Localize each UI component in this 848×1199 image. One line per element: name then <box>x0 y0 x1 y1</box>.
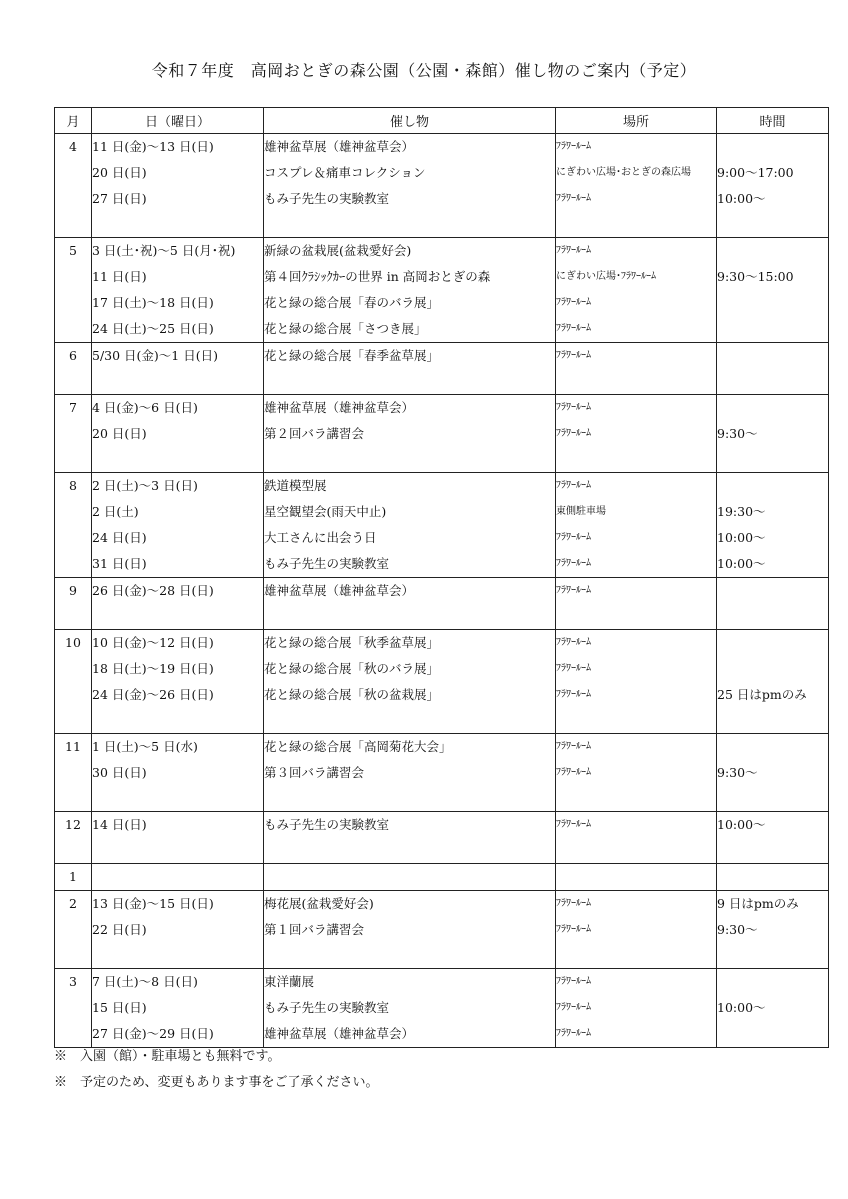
time-text: 10:00～ <box>717 556 766 571</box>
place-text: ﾌﾗﾜｰﾙｰﾑ <box>556 428 591 439</box>
place-text: ﾌﾗﾜｰﾙｰﾑ <box>556 585 591 596</box>
event-text: 梅花展(盆栽愛好会) <box>264 896 374 911</box>
place-cell <box>556 734 717 812</box>
day-text <box>92 864 263 890</box>
place-cell <box>556 578 717 630</box>
place-text: ﾌﾗﾜｰﾙｰﾑ <box>556 193 591 204</box>
event-text: 雄神盆草展（雄神盆草会） <box>264 583 415 598</box>
day-text: 3 日(土･祝)～5 日(月･祝) <box>92 243 236 258</box>
month-label: 4 <box>69 139 77 154</box>
day-text: 26 日(金)～28 日(日) <box>92 583 214 598</box>
event-cell <box>264 343 556 395</box>
time-text: 25 日はpmのみ <box>717 687 807 702</box>
day-cell <box>92 630 264 734</box>
time-text: 9:00～17:00 <box>717 165 794 180</box>
time-text <box>717 578 828 604</box>
time-cell <box>717 578 829 630</box>
event-text: コスプレ＆痛車コレクション <box>264 165 426 180</box>
day-text: 18 日(土)～19 日(日) <box>92 661 214 676</box>
event-text <box>264 864 555 890</box>
event-text: 雄神盆草展（雄神盆草会） <box>264 139 415 154</box>
place-text: ﾌﾗﾜｰﾙｰﾑ <box>556 350 591 361</box>
event-schedule-table <box>54 107 829 1048</box>
place-text <box>556 864 716 890</box>
time-cell <box>717 238 829 343</box>
event-text: 花と緑の総合展「春季盆草展」 <box>264 348 440 363</box>
table-row <box>55 734 829 812</box>
table-row <box>55 864 829 891</box>
place-cell <box>556 630 717 734</box>
place-text: ﾌﾗﾜｰﾙｰﾑ <box>556 637 591 648</box>
day-text: 20 日(日) <box>92 426 147 441</box>
day-cell <box>92 734 264 812</box>
time-cell <box>717 134 829 238</box>
place-text: ﾌﾗﾜｰﾙｰﾑ <box>556 819 591 830</box>
place-text: ﾌﾗﾜｰﾙｰﾑ <box>556 323 591 334</box>
day-cell <box>92 134 264 238</box>
day-cell <box>92 864 264 891</box>
page-title: 令和７年度 高岡おとぎの森公園（公園・森館）催し物のご案内（予定） <box>151 61 697 80</box>
day-text: 2 日(土)～3 日(日) <box>92 478 198 493</box>
table-row <box>55 473 829 578</box>
event-cell <box>264 395 556 473</box>
place-text: ﾌﾗﾜｰﾙｰﾑ <box>556 663 591 674</box>
day-text: 24 日(日) <box>92 530 147 545</box>
notes <box>54 1044 378 1096</box>
header-day: 日（曜日） <box>92 108 264 134</box>
place-text: ﾌﾗﾜｰﾙｰﾑ <box>556 689 591 700</box>
event-text: 第４回ｸﾗｼｯｸｶｰの世界 in 高岡おとぎの森 <box>264 269 491 284</box>
event-text: 花と緑の総合展「高岡菊花大会」 <box>264 739 452 754</box>
month-label: 12 <box>65 817 81 832</box>
day-text: 13 日(金)～15 日(日) <box>92 896 214 911</box>
day-cell <box>92 891 264 969</box>
day-text: 5/30 日(金)～1 日(日) <box>92 348 218 363</box>
place-cell <box>556 812 717 864</box>
table-row <box>55 578 829 630</box>
day-cell <box>92 812 264 864</box>
event-text: 第１回バラ講習会 <box>264 922 365 937</box>
day-text: 30 日(日) <box>92 765 147 780</box>
time-text: 9:30～ <box>717 426 758 441</box>
time-text <box>717 290 828 316</box>
header-time: 時間 <box>717 108 829 134</box>
event-text: 花と緑の総合展「秋の盆栽展」 <box>264 687 440 702</box>
table-row <box>55 395 829 473</box>
place-text: ﾌﾗﾜｰﾙｰﾑ <box>556 480 591 491</box>
place-cell <box>556 473 717 578</box>
month-label: 5 <box>69 243 77 258</box>
table-row <box>55 134 829 238</box>
place-text: にぎわい広場･おとぎの森広場 <box>556 167 691 178</box>
event-text: もみ子先生の実験教室 <box>264 817 390 832</box>
day-cell <box>92 969 264 1048</box>
table-header-row <box>55 108 829 134</box>
time-text <box>717 864 828 890</box>
day-text: 17 日(土)～18 日(日) <box>92 295 214 310</box>
time-cell <box>717 812 829 864</box>
time-text <box>717 343 828 369</box>
event-cell <box>264 238 556 343</box>
month-cell <box>55 343 92 395</box>
event-text: 鉄道模型展 <box>264 478 327 493</box>
day-text: 27 日(日) <box>92 191 147 206</box>
place-cell <box>556 891 717 969</box>
day-text: 1 日(土)～5 日(水) <box>92 739 198 754</box>
month-cell <box>55 395 92 473</box>
event-cell <box>264 578 556 630</box>
month-cell <box>55 134 92 238</box>
month-cell <box>55 630 92 734</box>
place-text: ﾌﾗﾜｰﾙｰﾑ <box>556 898 591 909</box>
day-text: 24 日(金)～26 日(日) <box>92 687 214 702</box>
month-label: 9 <box>69 583 77 598</box>
table-row <box>55 812 829 864</box>
time-text <box>717 969 828 995</box>
place-cell <box>556 969 717 1048</box>
day-text: 7 日(土)～8 日(日) <box>92 974 198 989</box>
event-cell <box>264 134 556 238</box>
place-cell <box>556 343 717 395</box>
month-label: 11 <box>65 739 81 754</box>
day-text: 31 日(日) <box>92 556 147 571</box>
month-cell <box>55 891 92 969</box>
day-text: 2 日(土) <box>92 504 139 519</box>
place-text: ﾌﾗﾜｰﾙｰﾑ <box>556 558 591 569</box>
event-text: 第２回バラ講習会 <box>264 426 365 441</box>
day-text: 10 日(金)～12 日(日) <box>92 635 214 650</box>
table-row <box>55 969 829 1048</box>
event-text: もみ子先生の実験教室 <box>264 191 390 206</box>
day-text: 24 日(土)～25 日(日) <box>92 321 214 336</box>
day-text: 27 日(金)～29 日(日) <box>92 1026 214 1041</box>
place-cell <box>556 238 717 343</box>
event-cell <box>264 864 556 891</box>
day-cell <box>92 343 264 395</box>
day-text: 11 日(金)～13 日(日) <box>92 139 214 154</box>
header-place: 場所 <box>556 108 717 134</box>
event-text: もみ子先生の実験教室 <box>264 556 390 571</box>
day-cell <box>92 395 264 473</box>
month-cell <box>55 473 92 578</box>
month-label: 3 <box>69 974 77 989</box>
time-text: 9 日はpmのみ <box>717 896 799 911</box>
day-text: 22 日(日) <box>92 922 147 937</box>
place-text: 東側駐車場 <box>556 506 606 517</box>
table-row <box>55 630 829 734</box>
note-schedule-subject-to-change: ※ 予定のため、変更もあります事をご了承ください。 <box>54 1075 379 1090</box>
time-text <box>717 656 828 682</box>
event-text: 雄神盆草展（雄神盆草会） <box>264 400 415 415</box>
place-text: ﾌﾗﾜｰﾙｰﾑ <box>556 402 591 413</box>
table-row <box>55 238 829 343</box>
event-cell <box>264 630 556 734</box>
day-cell <box>92 238 264 343</box>
time-text <box>717 134 828 160</box>
event-text: 第３回バラ講習会 <box>264 765 365 780</box>
time-text <box>717 734 828 760</box>
time-cell <box>717 734 829 812</box>
table-row <box>55 343 829 395</box>
time-text: 10:00～ <box>717 530 766 545</box>
place-text: ﾌﾗﾜｰﾙｰﾑ <box>556 141 591 152</box>
time-cell <box>717 891 829 969</box>
month-label: 6 <box>69 348 77 363</box>
table-row <box>55 891 829 969</box>
month-label: 2 <box>69 896 77 911</box>
time-cell <box>717 343 829 395</box>
table-body <box>55 134 829 1048</box>
place-text: ﾌﾗﾜｰﾙｰﾑ <box>556 1002 591 1013</box>
header-event: 催し物 <box>264 108 556 134</box>
day-cell <box>92 578 264 630</box>
time-text <box>717 395 828 421</box>
time-cell <box>717 864 829 891</box>
time-cell <box>717 630 829 734</box>
event-text: 花と緑の総合展「秋のバラ展」 <box>264 661 440 676</box>
note-free-admission: ※ 入園（館）・駐車場とも無料です。 <box>54 1049 281 1064</box>
place-text: ﾌﾗﾜｰﾙｰﾑ <box>556 976 591 987</box>
month-cell <box>55 734 92 812</box>
month-cell <box>55 578 92 630</box>
place-cell <box>556 864 717 891</box>
day-text: 14 日(日) <box>92 817 147 832</box>
time-text <box>717 316 828 342</box>
time-text: 9:30～ <box>717 922 758 937</box>
event-text: 雄神盆草展（雄神盆草会） <box>264 1026 415 1041</box>
day-text: 11 日(日) <box>92 269 147 284</box>
place-text: ﾌﾗﾜｰﾙｰﾑ <box>556 245 591 256</box>
place-text: ﾌﾗﾜｰﾙｰﾑ <box>556 767 591 778</box>
place-cell <box>556 395 717 473</box>
place-text: にぎわい広場･ﾌﾗﾜｰﾙｰﾑ <box>556 271 656 282</box>
month-label: 1 <box>69 869 77 884</box>
event-text: もみ子先生の実験教室 <box>264 1000 390 1015</box>
time-text: 10:00～ <box>717 1000 766 1015</box>
day-cell <box>92 473 264 578</box>
event-cell <box>264 969 556 1048</box>
time-text: 9:30～15:00 <box>717 269 794 284</box>
time-text: 9:30～ <box>717 765 758 780</box>
time-text <box>717 630 828 656</box>
place-text: ﾌﾗﾜｰﾙｰﾑ <box>556 1028 591 1039</box>
month-label: 7 <box>69 400 77 415</box>
event-text: 花と緑の総合展「さつき展」 <box>264 321 427 336</box>
month-label: 10 <box>65 635 81 650</box>
time-text <box>717 473 828 499</box>
month-cell <box>55 238 92 343</box>
place-text: ﾌﾗﾜｰﾙｰﾑ <box>556 924 591 935</box>
month-label: 8 <box>69 478 77 493</box>
event-text: 新緑の盆栽展(盆栽愛好会) <box>264 243 412 258</box>
day-text: 15 日(日) <box>92 1000 147 1015</box>
event-text: 花と緑の総合展「春のバラ展」 <box>264 295 440 310</box>
time-text: 10:00～ <box>717 191 766 206</box>
month-cell <box>55 864 92 891</box>
month-cell <box>55 812 92 864</box>
place-text: ﾌﾗﾜｰﾙｰﾑ <box>556 532 591 543</box>
event-text: 花と緑の総合展「秋季盆草展」 <box>264 635 440 650</box>
time-cell <box>717 473 829 578</box>
event-cell <box>264 812 556 864</box>
place-text: ﾌﾗﾜｰﾙｰﾑ <box>556 297 591 308</box>
header-month: 月 <box>55 108 92 134</box>
day-text: 4 日(金)～6 日(日) <box>92 400 198 415</box>
event-cell <box>264 473 556 578</box>
day-text: 20 日(日) <box>92 165 147 180</box>
event-text: 大工さんに出会う日 <box>264 530 377 545</box>
place-text: ﾌﾗﾜｰﾙｰﾑ <box>556 741 591 752</box>
time-cell <box>717 395 829 473</box>
event-text: 東洋蘭展 <box>264 974 315 989</box>
event-cell <box>264 891 556 969</box>
month-cell <box>55 969 92 1048</box>
event-text: 星空観望会(雨天中止) <box>264 504 387 519</box>
time-text: 10:00～ <box>717 817 766 832</box>
time-text: 19:30～ <box>717 504 766 519</box>
time-text <box>717 238 828 264</box>
event-cell <box>264 734 556 812</box>
place-cell <box>556 134 717 238</box>
time-cell <box>717 969 829 1048</box>
time-text <box>717 1021 828 1047</box>
